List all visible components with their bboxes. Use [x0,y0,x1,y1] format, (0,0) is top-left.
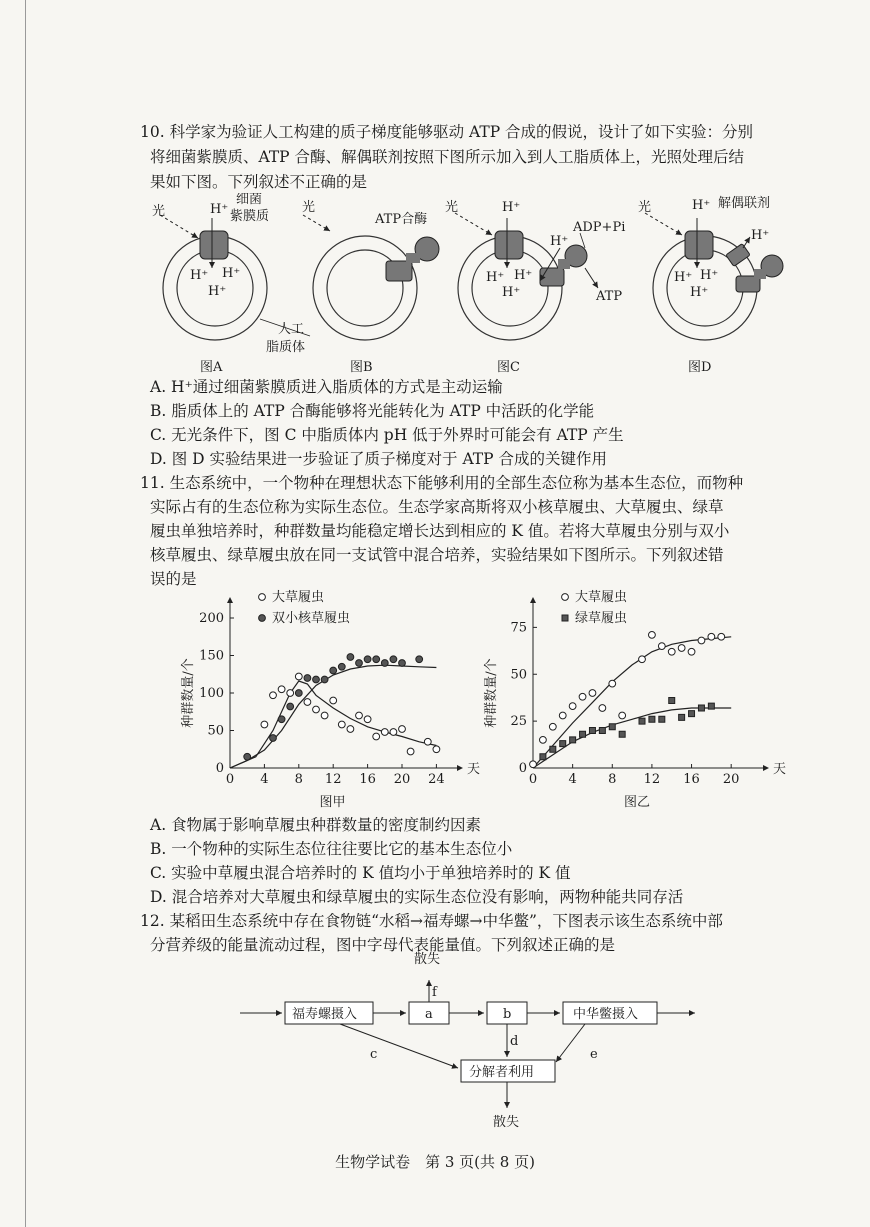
adp-pi-label: ADP+Pi [573,220,626,235]
h-plus-c-in2: H⁺ [514,268,533,283]
label-c: c [370,1047,378,1062]
chart1-point-square [580,731,586,737]
q11-option-d: D. 混合培养对大草履虫和绿草履虫的实际生态位没有影响，两物种能共同存活 [150,888,684,906]
chart0-point-open [347,726,354,733]
chart1-point-open [668,648,675,655]
chart0-point-open [304,699,311,706]
atp-label: ATP [596,289,623,304]
chart1-point-open [678,645,685,652]
chart1-point-square [669,698,675,704]
h-plus-a-in1: H⁺ [190,268,209,283]
chart0-y-tick-label: 150 [199,648,224,664]
chart0-point-filled [278,716,285,723]
chart1-point-square [599,728,605,734]
h-plus-c-in1: H⁺ [486,270,505,285]
chart1-point-open [549,723,556,730]
q11-line-5: 误的是 [150,570,197,588]
chart0-point-filled [338,663,345,670]
chart1-legend-label: 绿草履虫 [575,611,628,626]
figure-d [638,196,783,375]
chart1-point-square [589,728,595,734]
uncoupler-label: 解偶联剂 [718,196,771,211]
figure-a [152,193,310,375]
chart0-legend-marker [259,615,266,622]
chart0-point-filled [399,660,406,667]
chart1-point-open [718,633,725,640]
chart1-point-square [570,737,576,743]
chart1-point-square [550,746,556,752]
chart0-legend-label: 大草履虫 [272,590,325,605]
chart1-point-square [708,703,714,709]
chart0-title: 图甲 [319,795,346,810]
chart1-point-open [599,705,606,712]
bacteriorhodopsin-label-2: 紫膜质 [230,209,270,224]
chart0-point-open [270,692,277,699]
chart0-point-filled [390,656,397,663]
chart1-point-square [649,716,655,722]
chart0-point-open [399,726,406,733]
chart0-x-tick-label: 8 [294,772,303,787]
label-e: e [590,1047,598,1062]
chart0-point-filled [381,660,388,667]
chart0-x-tick-label: 4 [260,772,269,787]
chart1-point-open [559,712,566,719]
q10-option-a: A. H⁺通过细菌紫膜质进入脂质体的方式是主动运输 [150,378,503,396]
chart1-legend-marker [562,615,568,621]
chart1-x-tick-label: 20 [722,772,740,787]
chart1-point-open [530,761,537,768]
box-turtle-intake: 中华鳖摄入 [573,1007,639,1022]
chart0-point-open [295,673,302,680]
chart1-point-open [540,736,547,743]
chart0-y-tick-label: 50 [207,723,224,739]
chart1-point-square [540,754,546,760]
h-plus-a-in3: H⁺ [208,284,227,299]
light-label-a: 光 [152,204,166,219]
chart0-legend-marker [259,594,266,601]
chart1-legend-label: 大草履虫 [575,590,628,605]
chart0-point-open [338,721,345,728]
q12-line-2: 分营养级的能量流动过程，图中字母代表能量值。下列叙述正确的是 [150,936,616,954]
liposome-label: 人工 [278,322,305,337]
chart0-point-open [261,721,268,728]
chart0-point-filled [244,753,251,760]
chart0-x-tick-label: 12 [324,772,342,787]
q11-option-a: A. 食物属于影响草履虫种群数量的密度制约因素 [150,816,482,834]
chart0-x-arrow [457,765,463,771]
chart1-point-open [658,643,665,650]
chart1-y-tick-label: 50 [510,667,527,683]
page-edge-line [25,0,26,1227]
q10-liposome-figure [140,193,820,378]
chart0-fit-curve-1 [230,665,436,768]
chart0-point-open [424,738,431,745]
chart0-x-tick-label: 20 [393,772,411,787]
box-snail-intake: 福寿螺摄入 [292,1007,358,1022]
chart1-x-tick-label: 4 [568,772,577,787]
chart0-legend-label: 双小核草履虫 [272,611,351,626]
chart1-point-open [708,633,715,640]
h-plus-d-in3: H⁺ [690,285,709,300]
chart0-y-tick-label: 200 [199,611,224,626]
chart0-y-arrow [227,597,233,603]
chart0-y-label: 种群数量/个 [181,658,196,728]
chart1-y-tick-label: 75 [510,620,527,636]
chart0-y-tick-label: 100 [199,686,224,701]
light-label-d: 光 [638,200,652,215]
chart1-x-tick-label: 16 [683,772,700,787]
box-decomposer: 分解者利用 [469,1065,535,1080]
h-plus-d: H⁺ [692,198,711,213]
caption-a: 图A [200,360,223,375]
chart0-point-filled [347,654,354,661]
q10-line-1: 10. 科学家为验证人工构建的质子梯度能够驱动 ATP 合成的假说，设计了如下实验：分别 [140,123,754,141]
chart1-point-square [689,711,695,717]
q11-option-b: B. 一个物种的实际生态位往往要比它的基本生态位小 [150,840,513,858]
chart1-legend-marker [562,594,569,601]
chart0-point-filled [287,703,294,710]
chart1-x-label: 天 [773,762,787,777]
q11-option-c: C. 实验中草履虫混合培养时的 K 值均小于单独培养时的 K 值 [150,864,571,882]
chart1-point-open [639,656,646,663]
h-plus-a-in2: H⁺ [222,266,241,281]
chart0-point-filled [373,656,380,663]
chart0-point-open [373,733,380,740]
loss-bottom: 散失 [493,1115,520,1130]
chart0-x-tick-label: 24 [428,772,445,787]
loss-top: 散失 [414,952,441,967]
chart1-point-open [609,680,616,687]
chart0-point-open [390,729,397,736]
chart1-point-open [698,637,705,644]
chart0-point-open [407,748,414,755]
q12-line-1: 12. 某稻田生态系统中存在食物链“水稻→福寿螺→中华鳖”，下图表示该生态系统中部 [140,912,723,930]
chart1-point-open [579,693,586,700]
chart1-point-square [679,714,685,720]
chart0-point-filled [270,735,277,742]
page-footer: 生物学试卷 第 3 页(共 8 页) [335,1153,535,1171]
q10-option-d: D. 图 D 实验结果进一步验证了质子梯度对于 ATP 合成的关键作用 [150,450,607,468]
q12-energy-flow-diagram [240,950,700,1135]
label-d: d [510,1034,519,1049]
h-plus-c-right: H⁺ [550,234,569,249]
chart0-point-open [321,712,328,719]
chart1-y-arrow [530,597,536,603]
liposome-label-2: 脂质体 [266,340,306,355]
chart0-point-open [381,729,388,736]
figure-b [302,199,439,375]
light-label-b: 光 [302,200,316,215]
caption-b: 图B [350,360,373,375]
q11-line-2: 实际占有的生态位称为实际生态位。生态学家高斯将双小核草履虫、大草履虫、绿草 [150,498,724,516]
chart0-point-open [433,746,440,753]
box-b: b [503,1007,512,1022]
q10-line-3: 果如下图。下列叙述不正确的是 [150,173,368,191]
chart0-point-open [330,697,337,704]
chart1-point-square [698,705,704,711]
chart0-point-open [313,706,320,713]
h-plus-a: H⁺ [210,202,229,217]
caption-c: 图C [497,360,520,375]
label-f: f [432,985,437,1000]
chart0-point-filled [356,660,363,667]
chart1-point-square [609,724,615,730]
chart0-x-label: 天 [467,762,481,777]
chart0-point-open [287,690,294,697]
q11-line-1: 11. 生态系统中，一个物种在理想状态下能够利用的全部生态位称为基本生态位，而物种 [140,474,744,492]
chart1-y-tick-label: 25 [510,714,527,730]
atp-synthase-label-b: ATP合酶 [375,212,428,227]
chart0-point-filled [295,690,302,697]
h-plus-d-right: H⁺ [751,228,770,243]
q11-line-4: 核草履虫、绿草履虫放在同一支试管中混合培养，实验结果如下图所示。下列叙述错 [150,546,724,564]
chart1-point-open [619,712,626,719]
h-plus-d-in2: H⁺ [700,268,719,283]
chart1-x-tick-label: 0 [528,772,538,787]
chart0-y-tick-label: 0 [215,761,224,776]
chart1-point-open [589,690,596,697]
figure-c [445,199,625,375]
caption-d: 图D [688,360,712,375]
chart1-point-square [560,741,566,747]
q11-line-3: 履虫单独培养时，种群数量均能稳定增长达到相应的 K 值。若将大草履虫分别与双小 [150,522,730,540]
chart1-point-square [619,731,625,737]
chart1-y-tick-label: 0 [518,761,527,776]
chart0-point-filled [416,656,423,663]
h-plus-c-in3: H⁺ [502,285,521,300]
chart1-point-square [659,716,665,722]
chart1-x-tick-label: 8 [608,772,617,787]
chart0-point-open [278,686,285,693]
q10-option-b: B. 脂质体上的 ATP 合酶能够将光能转化为 ATP 中活跃的化学能 [150,402,595,420]
h-plus-d-in1: H⁺ [674,270,693,285]
chart0-point-filled [321,676,328,683]
h-plus-c: H⁺ [502,200,521,215]
bacteriorhodopsin-label: 细菌 [236,193,263,207]
chart0-x-tick-label: 16 [359,772,376,787]
q11-charts [170,585,790,820]
chart1-point-open [649,631,656,638]
chart1-point-square [639,718,645,724]
chart1-x-arrow [763,765,769,771]
box-a: a [425,1007,433,1022]
chart0-point-filled [313,676,320,683]
chart1-x-tick-label: 12 [643,772,661,787]
q10-line-2: 将细菌紫膜质、ATP 合酶、解偶联剂按照下图所示加入到人工脂质体上，光照处理后结 [150,148,745,166]
chart0-point-open [364,716,371,723]
q10-option-c: C. 无光条件下，图 C 中脂质体内 pH 低于外界时可能会有 ATP 产生 [150,426,624,444]
chart0-point-open [356,712,363,719]
chart1-title: 图乙 [623,795,651,810]
chart1-point-open [569,703,576,710]
chart0-point-filled [364,656,371,663]
chart1-y-label: 种群数量/个 [484,658,499,728]
chart0-point-filled [330,667,337,674]
light-label-c: 光 [445,200,459,215]
chart1-point-open [688,648,695,655]
chart0-x-tick-label: 0 [225,772,235,787]
chart0-point-filled [304,675,311,682]
